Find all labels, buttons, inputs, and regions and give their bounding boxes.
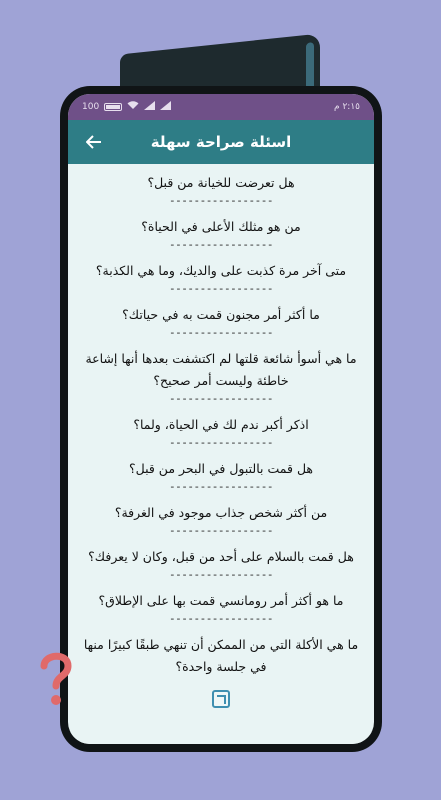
app-bar [68,120,374,164]
list-item [78,172,364,208]
separator: ----------------- [168,326,274,339]
question-text: ما أكثر أمر مجنون قمت به في حياتك؟ [122,307,320,322]
list-item [78,216,364,252]
status-time: ٢:١٥ م [334,102,360,112]
page-title: اسئلة صراحة سهلة [150,133,292,151]
question-text: ما هو أكثر أمر رومانسي قمت بها على الإطلاق؟ [98,593,344,608]
separator: ----------------- [168,524,274,537]
question-text: من هو مثلك الأعلى في الحياة؟ [141,219,301,234]
share-icon[interactable] [212,690,230,708]
battery-level: 100 [82,102,100,112]
signal-icon-2 [160,101,171,113]
separator: ----------------- [168,568,274,581]
separator: ----------------- [168,238,274,251]
bottom-edge [68,732,374,744]
question-text: ما هي أسوأ شائعة قلتها لم اكتشفت بعدها أنها إشاعة خاطئة وليست أمر صحيح؟ [85,351,357,388]
question-mark-icon [36,650,76,710]
app-screen [68,94,374,744]
back-button[interactable] [82,130,106,154]
questions-list [68,164,374,678]
question-text: ما هي الأكلة التي من الممكن أن تنهي طبقًا كبيرًا منها في جلسة واحدة؟ [83,637,359,674]
wifi-icon [127,101,139,113]
list-item [78,260,364,296]
list-item [78,546,364,582]
phone-frame [60,86,382,752]
status-bar [68,94,374,120]
separator: ----------------- [168,392,274,405]
question-text: هل قمت بالسلام على أحد من قبل، وكان لا يعرفك؟ [88,549,354,564]
status-icons [82,101,171,113]
question-text: اذكر أكبر ندم لك في الحياة، ولما؟ [133,417,309,432]
list-item [78,304,364,340]
list-item [78,414,364,450]
list-item [78,502,364,538]
list-item [78,634,364,678]
separator: ----------------- [168,194,274,207]
question-text: هل قمت بالتبول في البحر من قبل؟ [128,461,314,476]
arrow-back-icon [86,135,102,149]
list-item [78,590,364,626]
question-text: متى آخر مرة كذبت على والديك، وما هي الكذبة؟ [95,263,347,278]
signal-icon [144,101,155,113]
separator: ----------------- [168,480,274,493]
list-item [78,348,364,406]
separator: ----------------- [168,612,274,625]
question-text: هل تعرضت للخيانة من قبل؟ [147,175,295,190]
list-item [78,458,364,494]
separator: ----------------- [168,282,274,295]
separator: ----------------- [168,436,274,449]
question-text: من أكثر شخص جذاب موجود في الغرفة؟ [114,505,328,520]
battery-icon [104,103,122,111]
